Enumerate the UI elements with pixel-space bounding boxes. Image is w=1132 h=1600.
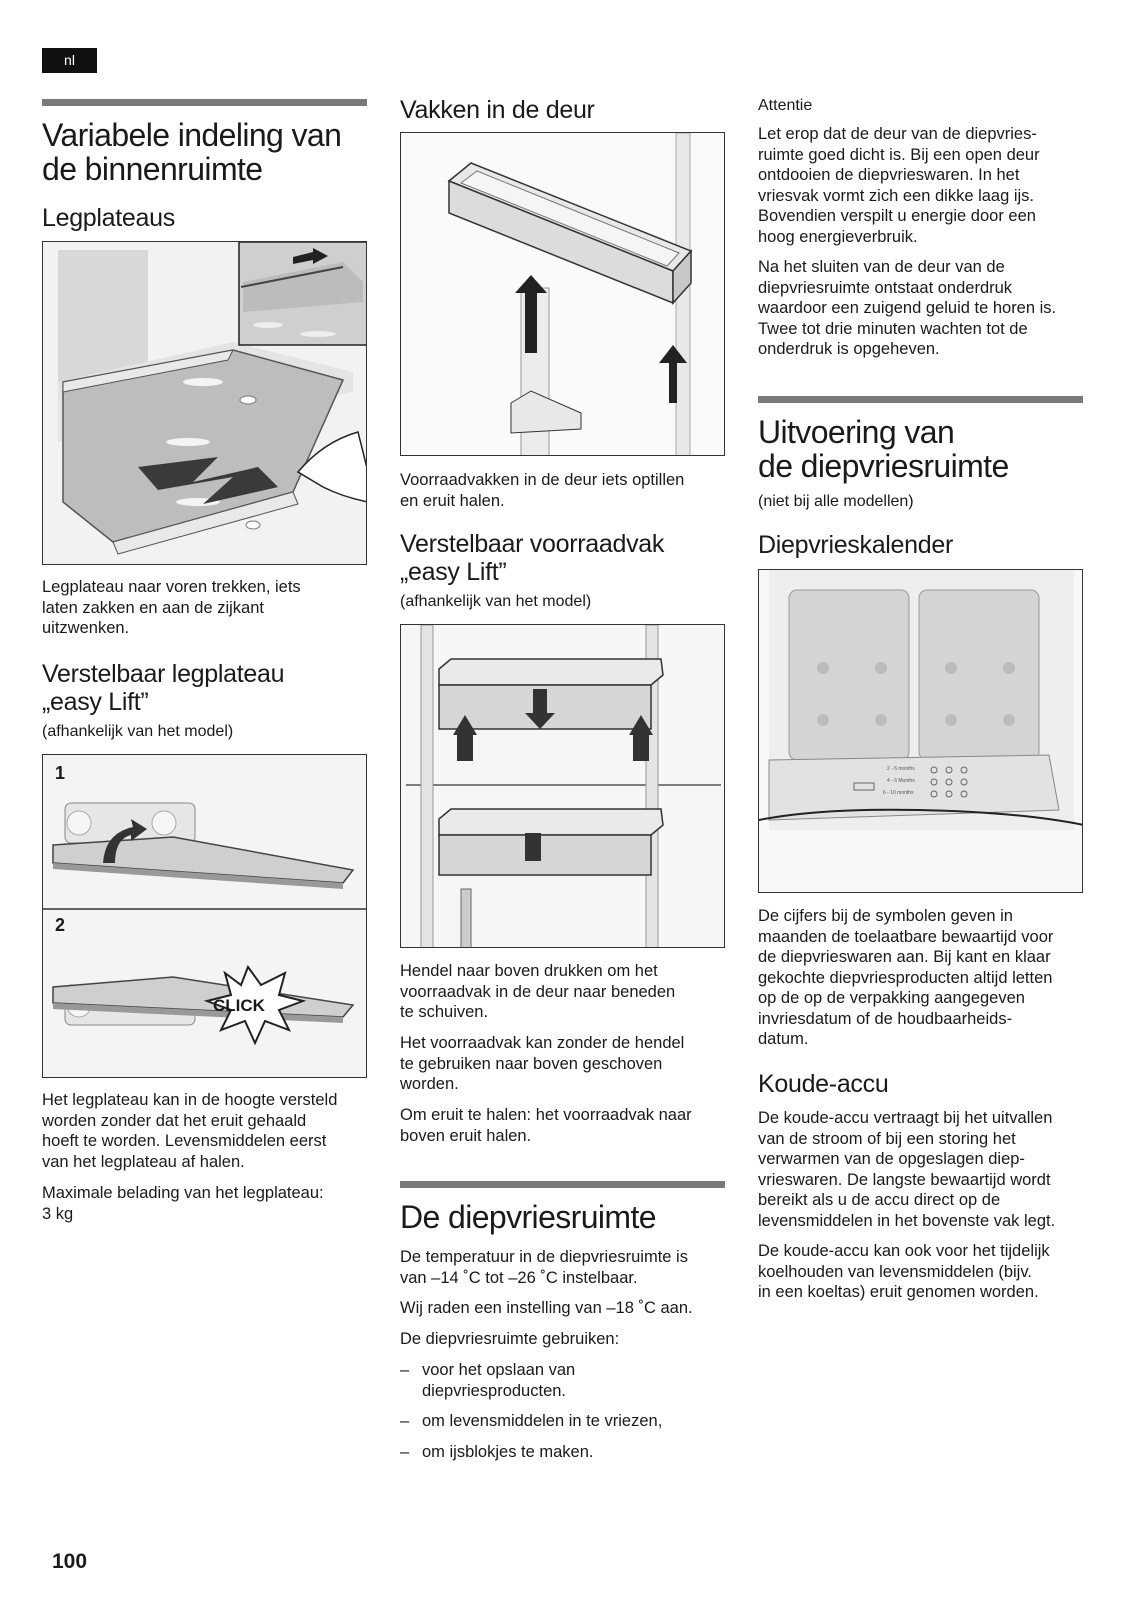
cold-accu-text-2: De koude-accu kan ook voor het tijdelijk koelhouden van levensmiddelen (bijv. in een koeltas) eruit genomen worden. (758, 1242, 1050, 1301)
step-number-2: 2 (55, 915, 66, 935)
list-item: – voor het opslaan van diepvriesproducten. (400, 1361, 576, 1400)
section-title-layout: Variabele indeling van de binnenruimte (42, 117, 342, 187)
section-rule-2 (400, 1181, 725, 1188)
adjustable-text-2: Het voorraadvak kan zonder de hendel te gebruiken naar boven geschoven worden. (400, 1034, 685, 1093)
freezer-text-2: Wij raden een instelling van –18 ˚C aan. (400, 1299, 693, 1317)
shelves-caption: Legplateau naar voren trekken, iets laten zakken en aan de zijkant uitzwenken. (42, 578, 301, 637)
models-note: (niet bij alle modellen) (758, 493, 914, 510)
step-number-1: 1 (55, 763, 66, 783)
door-compartment-illustration (400, 132, 725, 456)
heading-easy-lift-shelf: Verstelbaar legplateau „easy Lift” (42, 660, 285, 716)
adjustable-text-1: Hendel naar boven drukken om het voorraadvak in de deur naar beneden te schuiven. (400, 962, 676, 1021)
list-item: – om ijsblokjes te maken. (400, 1443, 594, 1461)
heading-cold-accu: Koude-accu (758, 1070, 889, 1098)
adjustable-compartment-illustration (400, 624, 725, 948)
list-item: – om levensmiddelen in te vriezen, (400, 1412, 663, 1430)
attention-heading: Attentie (758, 97, 813, 114)
easy-lift-text-2: Maximale belading van het legplateau: 3 kg (42, 1184, 324, 1223)
shelf-illustration (42, 241, 367, 565)
calendar-label-1: 2 - 6 months (887, 766, 915, 772)
adjustable-text-3: Om eruit te halen: het voorraadvak naar boven eruit halen. (400, 1106, 692, 1145)
calendar-label-2: 4 - 6 Months (887, 778, 915, 784)
freezer-calendar-illustration (758, 569, 1083, 893)
section-title-execution: Uitvoering van de diepvriesruimte (758, 414, 1009, 484)
section-rule-3 (758, 396, 1083, 403)
easy-lift-shelf-illustration (42, 754, 367, 1078)
heading-shelves: Legplateaus (42, 204, 175, 232)
heading-adjustable-compartment: Verstelbaar voorraadvak „easy Lift” (400, 530, 665, 586)
calendar-label-3: 6 - 10 months (883, 790, 914, 796)
calendar-text: De cijfers bij de symbolen geven in maanden de toelaatbare bewaartijd voor de diepvrieswaren aan. Bij kant en klaar gekochte diepvriesproducten altijd letten op de op de verpakking aangegeven invriesdatum of de houdbaarheids- datum. (758, 907, 1054, 1048)
model-note: (afhankelijk van het model) (42, 723, 234, 740)
door-caption: Voorraadvakken in de deur iets optillen en eruit halen. (400, 471, 685, 510)
heading-freezer-calendar: Diepvrieskalender (758, 531, 953, 559)
page-number: 100 (52, 1550, 88, 1573)
section-title-freezer: De diepvriesruimte (400, 1199, 656, 1235)
language-badge: nl (42, 48, 97, 73)
click-label: CLICK (213, 996, 265, 1015)
model-note-2: (afhankelijk van het model) (400, 593, 592, 610)
heading-door-compartments: Vakken in de deur (400, 96, 595, 124)
cold-accu-text-1: De koude-accu vertraagt bij het uitvallen van de stroom of bij een storing het verwarmen van de opgeslagen diep- vrieswaren. De langste bewaartijd wordt bereikt als u de accu direct op de levensmiddelen in het bovenste vak legt. (758, 1109, 1056, 1230)
freezer-text-1: De temperatuur in de diepvriesruimte is van –14 ˚C tot –26 ˚C instelbaar. (400, 1248, 688, 1287)
easy-lift-text-1: Het legplateau kan in de hoogte versteld worden zonder dat het eruit gehaald hoeft te worden. Levensmiddelen eerst van het legplateau af halen. (42, 1091, 338, 1171)
attention-text-2: Na het sluiten van de deur van de diepvriesruimte ontstaat onderdruk waardoor een zuigend geluid te horen is. Twee tot drie minuten wachten tot de onderdruk is opgeheven. (758, 258, 1057, 358)
attention-text-1: Let erop dat de deur van de diepvries- ruimte goed dicht is. Bij een open deur ontdooien de diepvrieswaren. In het vriesvak vormt zich een dikke laag ijs. Bovendien verspilt u energie door een hoog energieverbruik. (758, 125, 1040, 246)
freezer-text-3: De diepvriesruimte gebruiken: (400, 1330, 620, 1348)
section-rule (42, 99, 367, 106)
